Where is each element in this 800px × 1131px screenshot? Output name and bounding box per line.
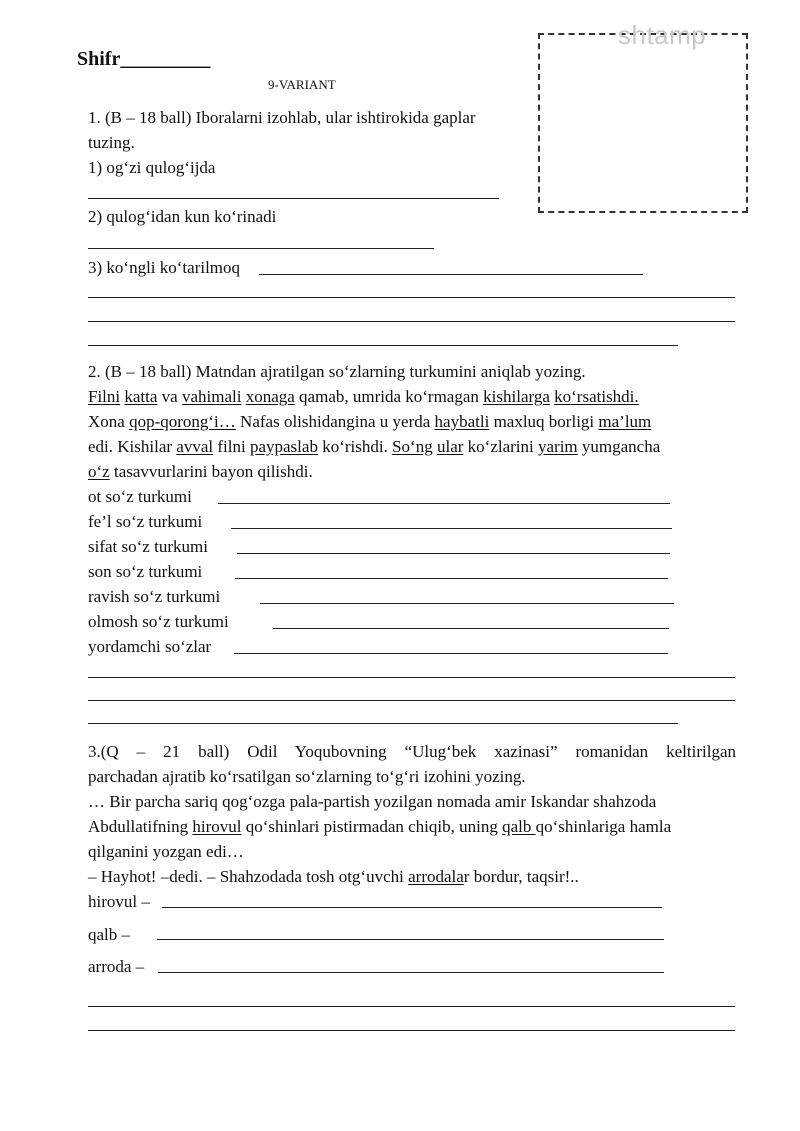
category-label: ravish so‘z turkumi [88,587,221,606]
underlined-word: paypaslab [249,437,318,456]
task3-title-line2: parchadan ajratib ko‘rsatilgan so‘zlarning to‘g‘ri izohini yozing. [88,767,526,786]
text-run: qo‘shinlariga hamla [535,817,672,836]
task1-title-line2: tuzing. [88,133,135,152]
underlined-word: So‘ng [392,437,433,456]
answer-line[interactable] [88,321,735,322]
underlined-word: qalb [502,817,536,836]
answer-line[interactable] [88,248,434,249]
text-run: edi. Kishilar [88,437,177,456]
term-label: hirovul – [88,892,150,911]
answer-line[interactable] [162,907,662,908]
term-label: qalb – [88,925,131,944]
category-label: ot so‘z turkumi [88,487,192,506]
text-run: r bordur, taqsir!.. [463,867,579,886]
answer-line[interactable] [237,553,670,554]
underlined-word: arrodala [408,867,464,886]
text-run: yumgancha [577,437,661,456]
variant-title: 9-VARIANT [268,77,336,92]
answer-line[interactable] [157,939,664,940]
task1-item-2: 2) qulog‘idan kun ko‘rinadi [88,207,277,226]
answer-line[interactable] [88,723,678,724]
underlined-word: xonaga [245,387,295,406]
answer-line[interactable] [218,503,670,504]
task2-title: 2. (B – 18 ball) Matndan ajratilgan so‘zlarning turkumini aniqlab yozing. [88,362,586,381]
task2-text-line-4 [88,459,313,484]
text-run: Abdullatifning [88,817,193,836]
category-label: sifat so‘z turkumi [88,537,208,556]
text-run: Xona [88,412,130,431]
category-label: olmosh so‘z turkumi [88,612,229,631]
category-label: son so‘z turkumi [88,562,203,581]
underlined-word: ko‘rsatishdi. [554,387,639,406]
text-run: – Hayhot! –dedi. – Shahzodada tosh otg‘uvchi [88,867,409,886]
task2-text-line-1 [88,384,639,409]
answer-line[interactable] [88,198,499,199]
answer-line[interactable] [273,628,669,629]
answer-line[interactable] [88,345,678,346]
task2-text-line-2 [88,409,651,434]
underlined-word: kishilarga [483,387,550,406]
task3-title-line1: 3.(Q – 21 ball) Odil Yoqubovning “Ulug‘bek xazinasi” romanidan keltirilgan [88,742,736,761]
task1-item-3: 3) ko‘ngli ko‘tarilmoq [88,258,241,277]
answer-line[interactable] [235,578,668,579]
text-run: ko‘rishdi. [317,437,393,456]
stamp-box [538,33,748,213]
answer-line[interactable] [158,972,664,973]
underlined-word: ular [436,437,464,456]
stamp-label: shtamp [618,20,707,50]
task3-text-line-1: … Bir parcha sariq qog‘ozga pala-partish yozilgan nomada amir Iskandar shahzoda [88,792,657,811]
shifr-label: Shifr_________ [77,48,211,70]
answer-line[interactable] [260,603,674,604]
underlined-word: vahimali [181,387,242,406]
category-label: fe’l so‘z turkumi [88,512,203,531]
underlined-word: qop-qorong‘i… [129,412,236,431]
text-run: qo‘shinlari pistirmadan chiqib, uning [241,817,503,836]
text-run: qamab, umrida ko‘rmagan [294,387,484,406]
answer-line[interactable] [88,700,735,701]
text-run: va [157,387,182,406]
text-run: tasavvurlarini bayon qilishdi. [109,462,313,481]
task3-text-line-4 [88,864,579,889]
answer-line[interactable] [88,677,735,678]
answer-line[interactable] [259,274,643,275]
answer-line[interactable] [234,653,668,654]
task3-text-line-3: qilganini yozgan edi… [88,842,244,861]
underlined-word: katta [124,387,158,406]
answer-line[interactable] [88,297,735,298]
text-run: maxluq borligi [489,412,599,431]
underlined-word: o‘z [88,462,110,481]
task1-title-line1: 1. (B – 18 ball) Iboralarni izohlab, ular ishtirokida gaplar [88,108,476,127]
task3-text-line-2 [88,814,671,839]
task2-text-line-3 [88,434,660,459]
underlined-word: haybatli [434,412,490,431]
category-label: yordamchi so‘zlar [88,637,212,656]
text-run: filni [213,437,250,456]
answer-line[interactable] [88,1030,735,1031]
underlined-word: ma’lum [598,412,652,431]
underlined-word: yarim [538,437,578,456]
underlined-word: hirovul [192,817,242,836]
task1-item-1: 1) og‘zi qulog‘ijda [88,158,216,177]
underlined-word: Filni [88,387,121,406]
term-label: arroda – [88,957,145,976]
text-run: ko‘zlarini [463,437,538,456]
answer-line[interactable] [231,528,672,529]
underlined-word: avval [176,437,214,456]
text-run: Nafas olishidangina u yerda [235,412,435,431]
answer-line[interactable] [88,1006,735,1007]
